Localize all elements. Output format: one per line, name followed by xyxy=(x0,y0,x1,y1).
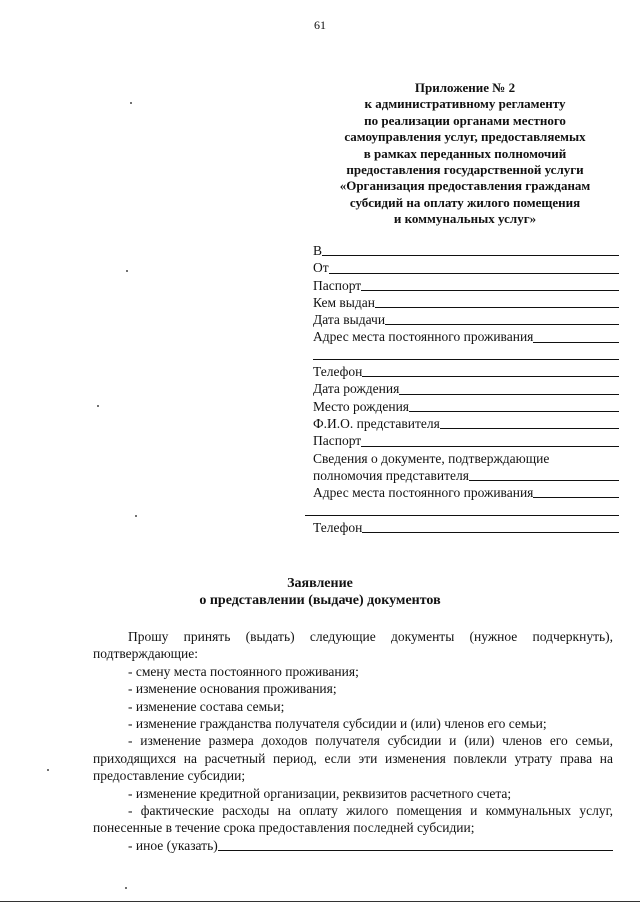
rep-address-continuation-field[interactable] xyxy=(305,501,619,518)
address-field[interactable] xyxy=(313,328,619,345)
phone-field[interactable] xyxy=(313,363,619,380)
rep-passport-label: Паспорт xyxy=(313,433,362,449)
rep-name-field[interactable] xyxy=(313,415,619,432)
other-label: - иное (указать) xyxy=(128,837,218,853)
birth-place-blank-line[interactable] xyxy=(409,411,619,412)
to-label: В xyxy=(313,243,323,258)
statement-item: - фактические расходы на оплату жилого помещения и коммунальных услуг, понесенные в течение срока предоставления последней субсидии; xyxy=(93,803,613,836)
phone-blank-line[interactable] xyxy=(362,376,619,377)
passport-blank-line[interactable] xyxy=(361,290,619,291)
rep-address-field[interactable] xyxy=(313,484,619,501)
phone-label: Телефон xyxy=(313,364,363,380)
birth-date-field[interactable] xyxy=(313,380,619,397)
statement-title: Заявление xyxy=(287,576,353,591)
rep-doc-heading xyxy=(313,450,619,467)
from-blank-line[interactable] xyxy=(329,273,619,274)
statement-subtitle: о представлении (выдаче) документов xyxy=(199,593,441,608)
rep-name-blank-line[interactable] xyxy=(440,428,619,429)
to-blank-line[interactable] xyxy=(322,255,619,256)
address-blank-line[interactable] xyxy=(533,342,619,343)
birth-place-label: Место рождения xyxy=(313,398,410,414)
rep-phone-label: Телефон xyxy=(313,519,363,535)
rep-address-continuation-line[interactable] xyxy=(305,515,619,516)
issue-date-field[interactable] xyxy=(313,311,619,328)
from-label: От xyxy=(313,260,329,276)
other-field[interactable] xyxy=(93,837,613,854)
rep-doc-blank-line[interactable] xyxy=(469,480,619,481)
rep-name-label: Ф.И.О. представителя xyxy=(313,415,440,431)
page-number: 61 xyxy=(314,18,326,32)
address-label: Адрес места постоянного проживания xyxy=(313,329,534,345)
appendix-header xyxy=(300,80,630,228)
appendix-line: и коммунальных услуг» xyxy=(393,211,537,227)
rep-doc-label-2: полномочия представителя xyxy=(313,467,469,483)
issue-date-blank-line[interactable] xyxy=(385,324,619,325)
birth-date-label: Дата рождения xyxy=(313,381,400,397)
rep-address-label: Адрес места постоянного проживания xyxy=(313,485,534,501)
appendix-line: Приложение № 2 xyxy=(414,80,516,95)
to-field[interactable] xyxy=(313,242,619,259)
rep-phone-blank-line[interactable] xyxy=(362,532,619,533)
statement-item: - изменение основания проживания; xyxy=(128,681,337,697)
statement-item: - изменение состава семьи; xyxy=(128,698,285,714)
appendix-line: предоставления государственной услуги xyxy=(346,162,584,178)
scan-speck xyxy=(47,769,49,771)
scan-speck xyxy=(130,102,132,104)
appendix-line: «Организация предоставления гражданам xyxy=(339,178,591,194)
appendix-line: самоуправления услуг, предоставляемых xyxy=(344,129,586,145)
statement-body xyxy=(93,628,613,854)
issued-by-label: Кем выдан xyxy=(313,294,375,310)
appendix-line: субсидий на оплату жилого помещения xyxy=(349,194,581,210)
statement-item: - изменение размера доходов получателя субсидии и (или) членов его семьи, приходящихся на расчетный период, если эти изменения повлекли утрату права на предоставление субсидии; xyxy=(93,733,613,784)
rep-doc-field[interactable] xyxy=(313,467,619,484)
rep-passport-blank-line[interactable] xyxy=(361,446,619,447)
statement-item: - смену места постоянного проживания; xyxy=(128,663,359,679)
appendix-line: в рамках переданных полномочий xyxy=(363,145,567,161)
scan-speck xyxy=(125,887,127,889)
statement-item: - изменение кредитной организации, реквизитов расчетного счета; xyxy=(128,785,512,801)
statement-title-block xyxy=(0,575,640,609)
scan-speck xyxy=(135,515,137,517)
address-continuation-line[interactable] xyxy=(313,359,619,360)
issued-by-field[interactable] xyxy=(313,294,619,311)
applicant-form xyxy=(313,242,619,536)
rep-phone-field[interactable] xyxy=(313,519,619,536)
rep-address-blank-line[interactable] xyxy=(533,497,619,498)
address-continuation-field[interactable] xyxy=(313,346,619,363)
passport-field[interactable] xyxy=(313,277,619,294)
from-field[interactable] xyxy=(313,259,619,276)
rep-passport-field[interactable] xyxy=(313,432,619,449)
scan-edge-line xyxy=(0,901,640,902)
statement-intro: Прошу принять (выдать) следующие документы (нужное подчеркнуть), подтверждающие: xyxy=(93,629,613,662)
appendix-line: к административному регламенту xyxy=(364,96,566,112)
appendix-line: по реализации органами местного xyxy=(364,112,566,128)
passport-label: Паспорт xyxy=(313,277,362,293)
rep-doc-label: Сведения о документе, подтверждающие xyxy=(313,450,550,466)
birth-date-blank-line[interactable] xyxy=(399,394,619,395)
birth-place-field[interactable] xyxy=(313,398,619,415)
scan-speck xyxy=(126,270,128,272)
other-blank-line[interactable] xyxy=(218,850,613,851)
statement-item: - изменение гражданства получателя субсидии и (или) членов его семьи; xyxy=(128,716,547,732)
issue-date-label: Дата выдачи xyxy=(313,312,386,328)
scan-speck xyxy=(97,405,99,407)
issued-by-blank-line[interactable] xyxy=(375,307,619,308)
